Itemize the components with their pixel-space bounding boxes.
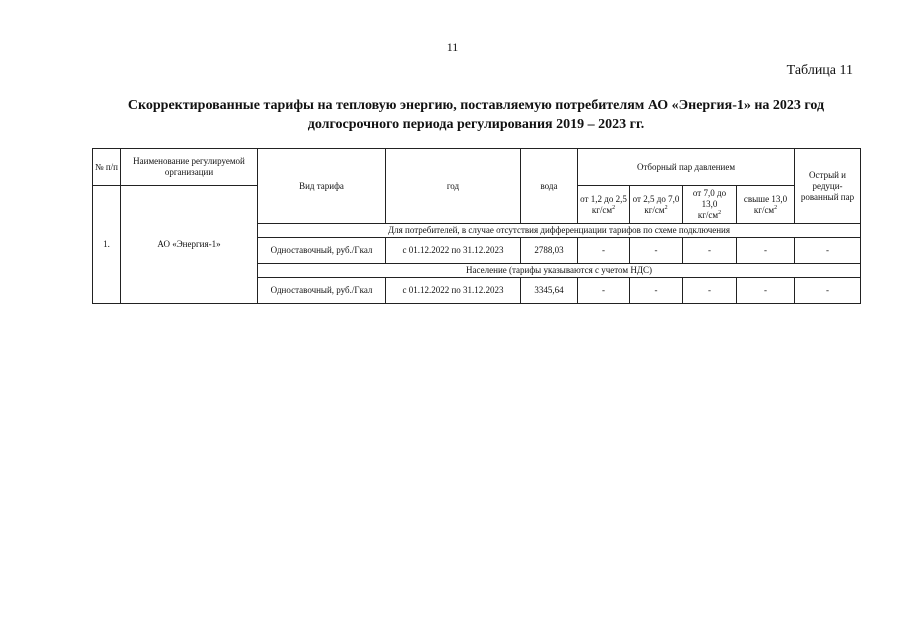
- steam-value-cell: -: [795, 238, 861, 264]
- tariff-table: [92, 148, 861, 304]
- steam-value-cell: -: [737, 238, 795, 264]
- water-value-cell: 3345,64: [521, 278, 578, 304]
- tariff-type-cell: Одноставочный, руб./Гкал: [258, 238, 386, 264]
- steam-value-cell: -: [578, 278, 630, 304]
- header-num: № п/п: [93, 149, 121, 186]
- header-water: вода: [521, 149, 578, 224]
- title-line-2: долгосрочного периода регулирования 2019 – 2023 гг.: [307, 117, 645, 132]
- steam-value-cell: -: [630, 278, 683, 304]
- header-tariff-type: Вид тарифа: [258, 149, 386, 224]
- title-line-1: Скорректированные тарифы на тепловую энергию, поставляемую потребителям АО «Энергия-1» на 2023 год: [127, 98, 825, 113]
- steam-value-cell: -: [578, 238, 630, 264]
- steam-value-cell: -: [737, 278, 795, 304]
- water-value-cell: 2788,03: [521, 238, 578, 264]
- steam-value-cell: -: [683, 278, 737, 304]
- period-cell: с 01.12.2022 по 31.12.2023: [386, 278, 521, 304]
- header-steam-range: от 2,5 до 7,0 $кг/см^2$: [630, 186, 683, 224]
- section-heading: Для потребителей, в случае отсутствия дифференциации тарифов по схеме подключения: [258, 224, 861, 238]
- header-steam-range: свыше 13,0 $кг/см^2$: [737, 186, 795, 224]
- header-steam-range: от 7,0 до 13,0 $кг/см^2$: [683, 186, 737, 224]
- row-number: 1.: [93, 186, 121, 304]
- org-name: АО «Энергия-1»: [121, 186, 258, 304]
- header-year: год: [386, 149, 521, 224]
- steam-value-cell: -: [683, 238, 737, 264]
- period-cell: с 01.12.2022 по 31.12.2023: [386, 238, 521, 264]
- table-label: Таблица 11: [786, 63, 853, 78]
- document-title: [60, 96, 892, 134]
- header-sharp-steam: Острый и редуци-рованный пар: [795, 149, 861, 224]
- header-selected-steam: Отборный пар давлением: [578, 149, 795, 186]
- tariff-type-cell: Одноставочный, руб./Гкал: [258, 278, 386, 304]
- header-steam-range: от 1,2 до 2,5 $кг/см^2$: [578, 186, 630, 224]
- section-heading: Население (тарифы указываются с учетом НДС): [258, 264, 861, 278]
- steam-value-cell: -: [795, 278, 861, 304]
- header-org: Наименование регулируемой организации: [121, 149, 258, 186]
- page-number: 11: [446, 40, 459, 54]
- steam-value-cell: -: [630, 238, 683, 264]
